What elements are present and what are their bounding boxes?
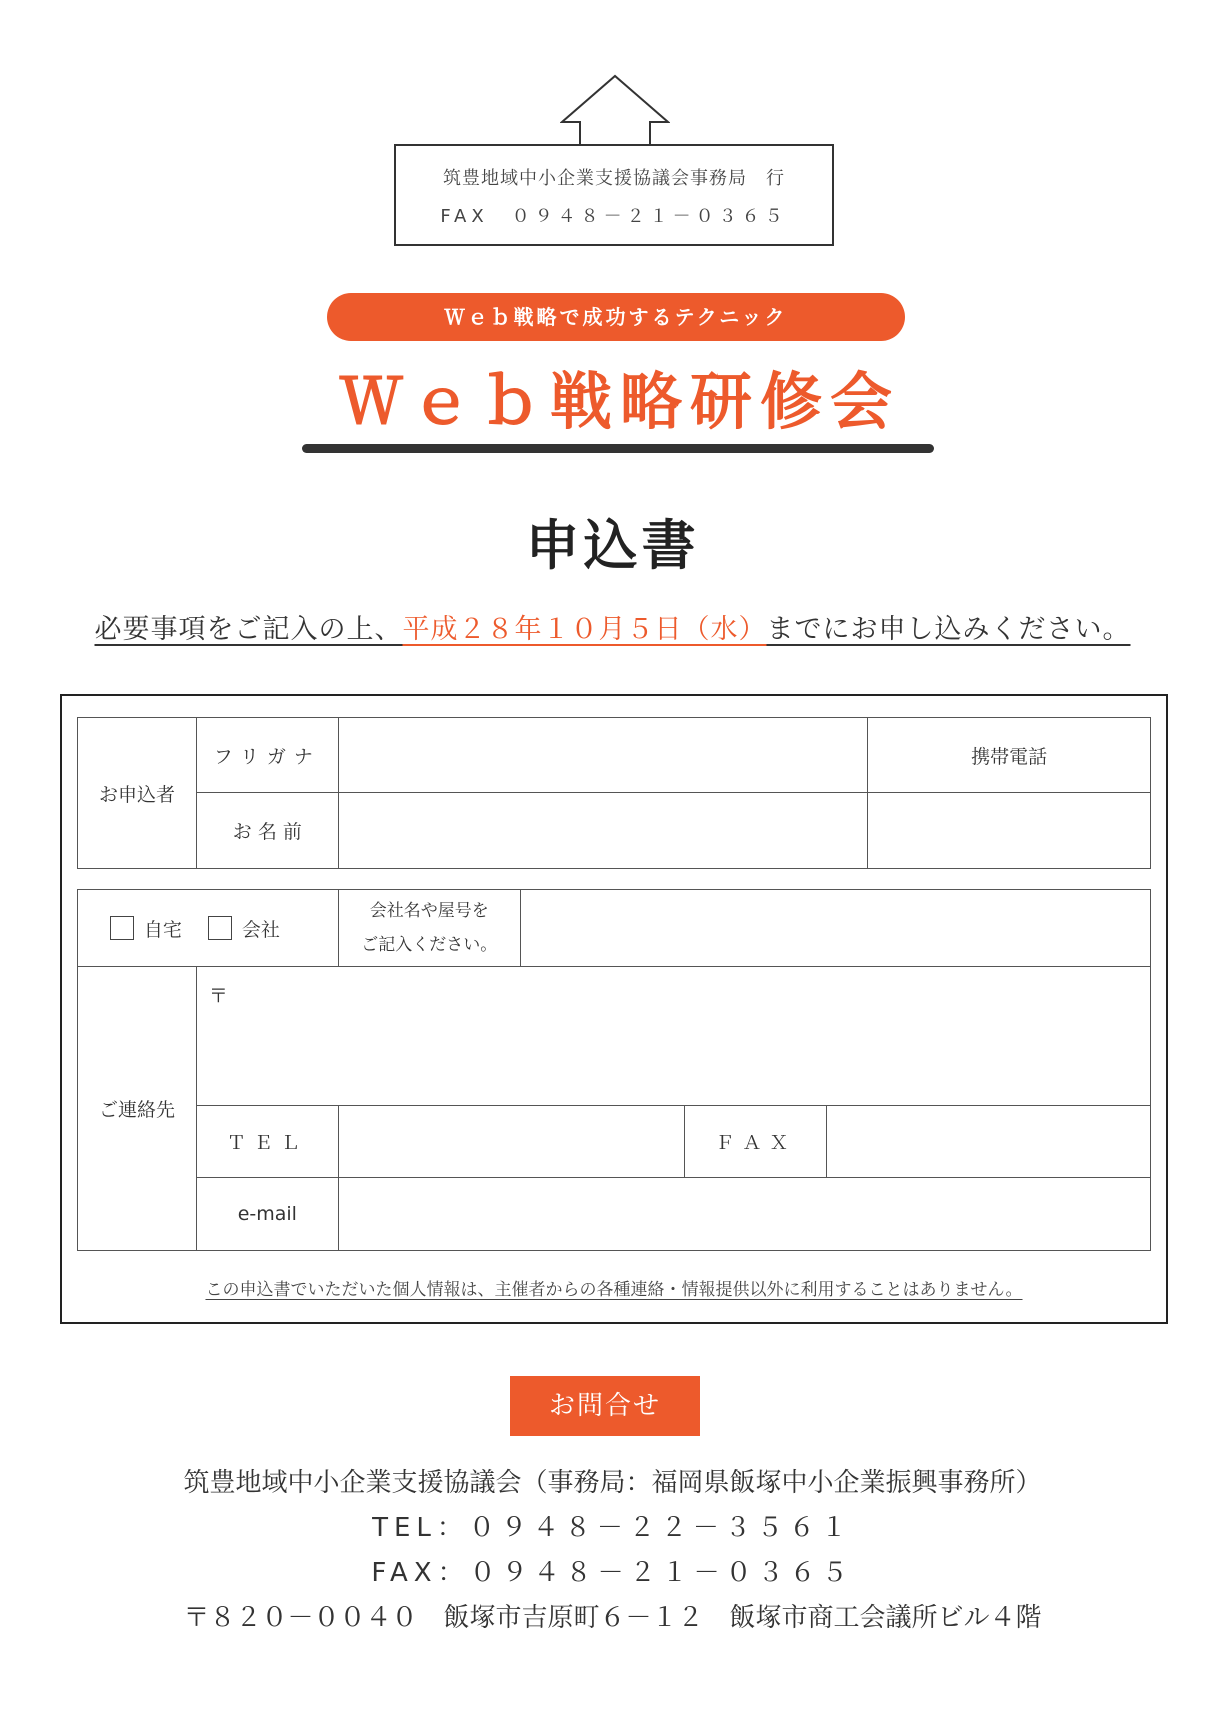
- deadline-prefix: 必要事項をご記入の上、: [94, 614, 403, 645]
- inquiry-fax: FAX：０９４８－２１－０３６５: [371, 1558, 854, 1588]
- inquiry-address: 〒８２０－００４０ 飯塚市吉原町６－１２ 飯塚市商工会議所ビル４階: [183, 1603, 1042, 1633]
- inquiry-badge: お問合せ: [510, 1376, 700, 1436]
- main-title: Ｗｅｂ戦略研修会: [339, 365, 900, 438]
- deadline-suffix: までにお申し込みください。: [766, 614, 1131, 645]
- form-title: 申込書: [525, 514, 700, 577]
- destination-fax: FAX ０９４８－２１－０３６５: [440, 206, 788, 227]
- applicant-table: [77, 717, 1151, 869]
- fax-label: ＦＡＸ: [685, 1106, 827, 1178]
- applicant-section-label: お申込者: [78, 718, 197, 869]
- furigana-label: フリガナ: [196, 718, 338, 793]
- contact-table: [77, 889, 1151, 1251]
- name-label: お 名 前: [196, 793, 338, 869]
- home-label: 自宅: [143, 918, 182, 941]
- mobile-label: 携帯電話: [868, 718, 1151, 793]
- name-field[interactable]: [338, 793, 867, 869]
- company-hint: [338, 890, 520, 967]
- banner-subtitle: Ｗｅｂ戦略で成功するテクニック: [327, 293, 905, 341]
- deadline-instruction: [60, 607, 1165, 646]
- title-divider: [302, 444, 934, 453]
- tel-field[interactable]: [338, 1106, 685, 1178]
- address-field[interactable]: [196, 967, 1150, 1106]
- email-field[interactable]: [338, 1178, 1150, 1251]
- company-label: 会社: [241, 918, 280, 941]
- company-name-field[interactable]: [520, 890, 1150, 967]
- deadline-date: 平成２８年１０月５日（水）: [402, 614, 767, 645]
- privacy-note: [60, 1275, 1168, 1300]
- mobile-field[interactable]: [868, 793, 1151, 869]
- company-hint-line2: ご記入ください。: [361, 935, 498, 955]
- home-checkbox[interactable]: [110, 916, 134, 940]
- email-label: e-mail: [196, 1178, 338, 1251]
- up-arrow-icon: [560, 74, 670, 148]
- tel-label: ＴＥＬ: [196, 1106, 338, 1178]
- fax-field[interactable]: [827, 1106, 1151, 1178]
- inquiry-tel: TEL：０９４８－２２－３５６１: [372, 1513, 853, 1543]
- privacy-note-text: この申込書でいただいた個人情報は、主催者からの各種連絡・情報提供以外に利用することはありません。: [205, 1280, 1023, 1300]
- destination-name: 筑豊地域中小企業支援協議会事務局 行: [443, 168, 785, 189]
- destination-box: [394, 144, 834, 246]
- postal-mark: 〒: [208, 985, 228, 1007]
- contact-section-label: ご連絡先: [78, 967, 197, 1251]
- address-type-cell: [78, 890, 339, 967]
- company-checkbox[interactable]: [208, 916, 232, 940]
- furigana-field[interactable]: [338, 718, 867, 793]
- company-hint-line1: 会社名や屋号を: [369, 901, 489, 921]
- inquiry-org: 筑豊地域中小企業支援協議会（事務局：福岡県飯塚中小企業振興事務所）: [183, 1468, 1042, 1498]
